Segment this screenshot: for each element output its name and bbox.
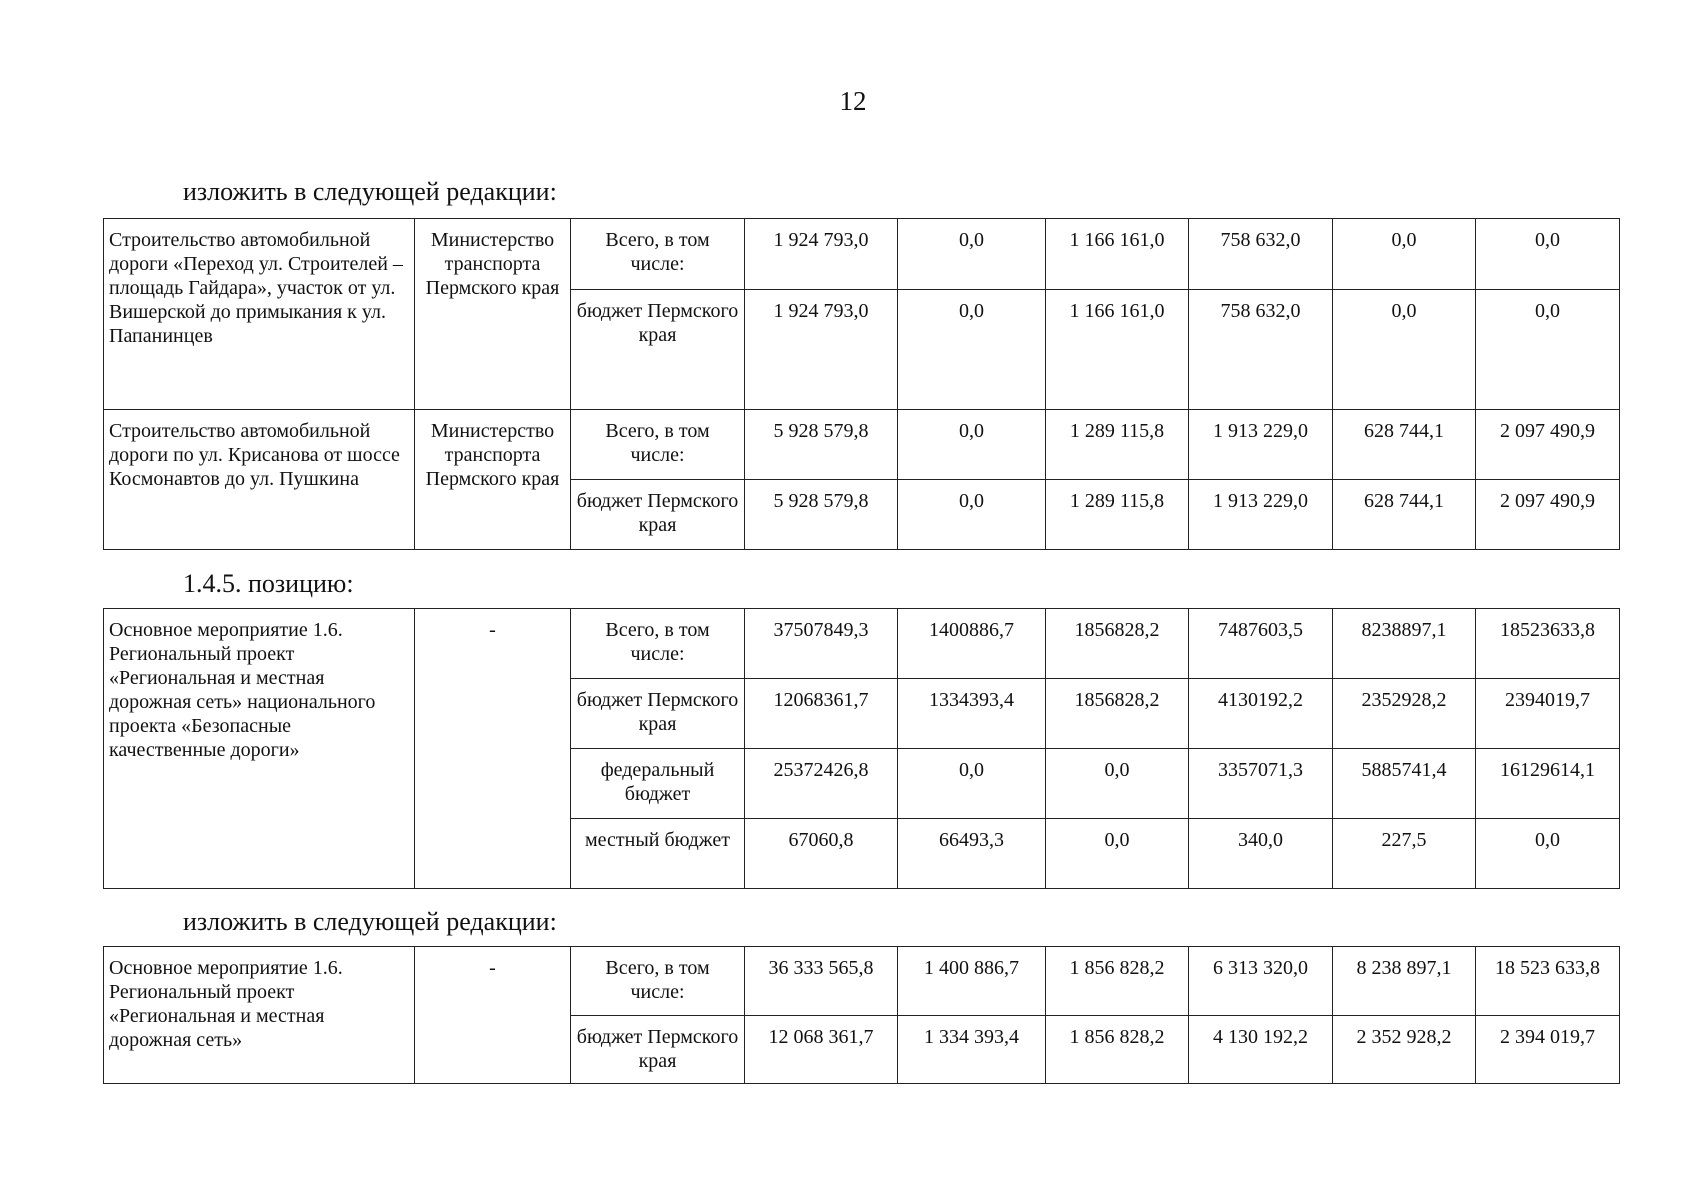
- value-cell: 16129614,1: [1476, 749, 1620, 819]
- table-main-measure-new: [103, 946, 1620, 1084]
- source-cell: Всего, в том числе:: [571, 947, 745, 1016]
- value-cell: 5 928 579,8: [745, 410, 898, 480]
- source-cell: местный бюджет: [571, 819, 745, 889]
- value-cell: 1 913 229,0: [1189, 480, 1333, 550]
- value-cell: 0,0: [1046, 749, 1189, 819]
- heading-new-edition-1: изложить в следующей редакции:: [183, 177, 557, 206]
- value-cell: 4 130 192,2: [1189, 1016, 1333, 1084]
- value-cell: 0,0: [1333, 290, 1476, 410]
- source-cell: бюджет Пермского края: [571, 290, 745, 410]
- value-cell: 628 744,1: [1333, 410, 1476, 480]
- value-cell: 0,0: [1476, 290, 1620, 410]
- value-cell: 1 924 793,0: [745, 219, 898, 290]
- value-cell: 8238897,1: [1333, 609, 1476, 679]
- value-cell: 0,0: [1333, 219, 1476, 290]
- source-cell: бюджет Пермского края: [571, 1016, 745, 1084]
- page-number: 12: [839, 86, 867, 116]
- value-cell: 12068361,7: [745, 679, 898, 749]
- value-cell: 758 632,0: [1189, 290, 1333, 410]
- value-cell: 2 394 019,7: [1476, 1016, 1620, 1084]
- value-cell: 4130192,2: [1189, 679, 1333, 749]
- value-cell: 0,0: [1476, 219, 1620, 290]
- table-main-measure-old: [103, 608, 1620, 889]
- table-roads: [103, 218, 1620, 550]
- measure-name-cell: Строительство автомобильной дороги по ул. Крисанова от шоссе Космонавтов до ул. Пушкина: [104, 410, 415, 550]
- table-row: [104, 947, 1620, 1016]
- value-cell: 18 523 633,8: [1476, 947, 1620, 1016]
- value-cell: 1856828,2: [1046, 679, 1189, 749]
- value-cell: 5 928 579,8: [745, 480, 898, 550]
- value-cell: 18523633,8: [1476, 609, 1620, 679]
- value-cell: 6 313 320,0: [1189, 947, 1333, 1016]
- value-cell: 3357071,3: [1189, 749, 1333, 819]
- executor-cell: Министерство транспорта Пермского края: [415, 410, 571, 550]
- value-cell: 2 097 490,9: [1476, 410, 1620, 480]
- value-cell: 1400886,7: [898, 609, 1046, 679]
- value-cell: 67060,8: [745, 819, 898, 889]
- value-cell: 2 097 490,9: [1476, 480, 1620, 550]
- value-cell: 36 333 565,8: [745, 947, 898, 1016]
- value-cell: 0,0: [898, 290, 1046, 410]
- measure-name-cell: Основное мероприятие 1.6. Региональный проект «Региональная и местная дорожная сеть» национального проекта «Безопасные качественные дороги»: [104, 609, 415, 889]
- executor-cell: -: [415, 609, 571, 889]
- value-cell: 8 238 897,1: [1333, 947, 1476, 1016]
- value-cell: 2 352 928,2: [1333, 1016, 1476, 1084]
- value-cell: 1334393,4: [898, 679, 1046, 749]
- value-cell: 1 289 115,8: [1046, 410, 1189, 480]
- value-cell: 0,0: [1046, 819, 1189, 889]
- value-cell: 0,0: [898, 410, 1046, 480]
- table-row: [104, 609, 1620, 679]
- measure-name-cell: Строительство автомобильной дороги «Переход ул. Строителей – площадь Гайдара», участок от ул. Вишерской до примыкания к ул. Папанинцев: [104, 219, 415, 410]
- source-cell: Всего, в том числе:: [571, 609, 745, 679]
- value-cell: 7487603,5: [1189, 609, 1333, 679]
- value-cell: 227,5: [1333, 819, 1476, 889]
- value-cell: 1 400 886,7: [898, 947, 1046, 1016]
- value-cell: 0,0: [898, 219, 1046, 290]
- source-cell: федеральный бюджет: [571, 749, 745, 819]
- value-cell: 340,0: [1189, 819, 1333, 889]
- source-cell: Всего, в том числе:: [571, 410, 745, 480]
- value-cell: 1 924 793,0: [745, 290, 898, 410]
- value-cell: 0,0: [898, 749, 1046, 819]
- value-cell: 1856828,2: [1046, 609, 1189, 679]
- table-row: [104, 410, 1620, 480]
- value-cell: 0,0: [1476, 819, 1620, 889]
- value-cell: 1 289 115,8: [1046, 480, 1189, 550]
- source-cell: бюджет Пермского края: [571, 679, 745, 749]
- value-cell: 758 632,0: [1189, 219, 1333, 290]
- value-cell: 25372426,8: [745, 749, 898, 819]
- value-cell: 2394019,7: [1476, 679, 1620, 749]
- value-cell: 66493,3: [898, 819, 1046, 889]
- executor-cell: -: [415, 947, 571, 1084]
- value-cell: 1 856 828,2: [1046, 947, 1189, 1016]
- measure-name-cell: Основное мероприятие 1.6. Региональный проект «Региональная и местная дорожная сеть»: [104, 947, 415, 1084]
- value-cell: 1 166 161,0: [1046, 219, 1189, 290]
- value-cell: 2352928,2: [1333, 679, 1476, 749]
- value-cell: 1 913 229,0: [1189, 410, 1333, 480]
- value-cell: 37507849,3: [745, 609, 898, 679]
- value-cell: 1 334 393,4: [898, 1016, 1046, 1084]
- value-cell: 12 068 361,7: [745, 1016, 898, 1084]
- table-row: [104, 219, 1620, 290]
- value-cell: 0,0: [898, 480, 1046, 550]
- value-cell: 1 856 828,2: [1046, 1016, 1189, 1084]
- source-cell: бюджет Пермского края: [571, 480, 745, 550]
- value-cell: 1 166 161,0: [1046, 290, 1189, 410]
- value-cell: 628 744,1: [1333, 480, 1476, 550]
- source-cell: Всего, в том числе:: [571, 219, 745, 290]
- heading-new-edition-2: изложить в следующей редакции:: [183, 907, 557, 936]
- heading-position-1-4-5: 1.4.5. позицию:: [183, 569, 354, 598]
- executor-cell: Министерство транспорта Пермского края: [415, 219, 571, 410]
- value-cell: 5885741,4: [1333, 749, 1476, 819]
